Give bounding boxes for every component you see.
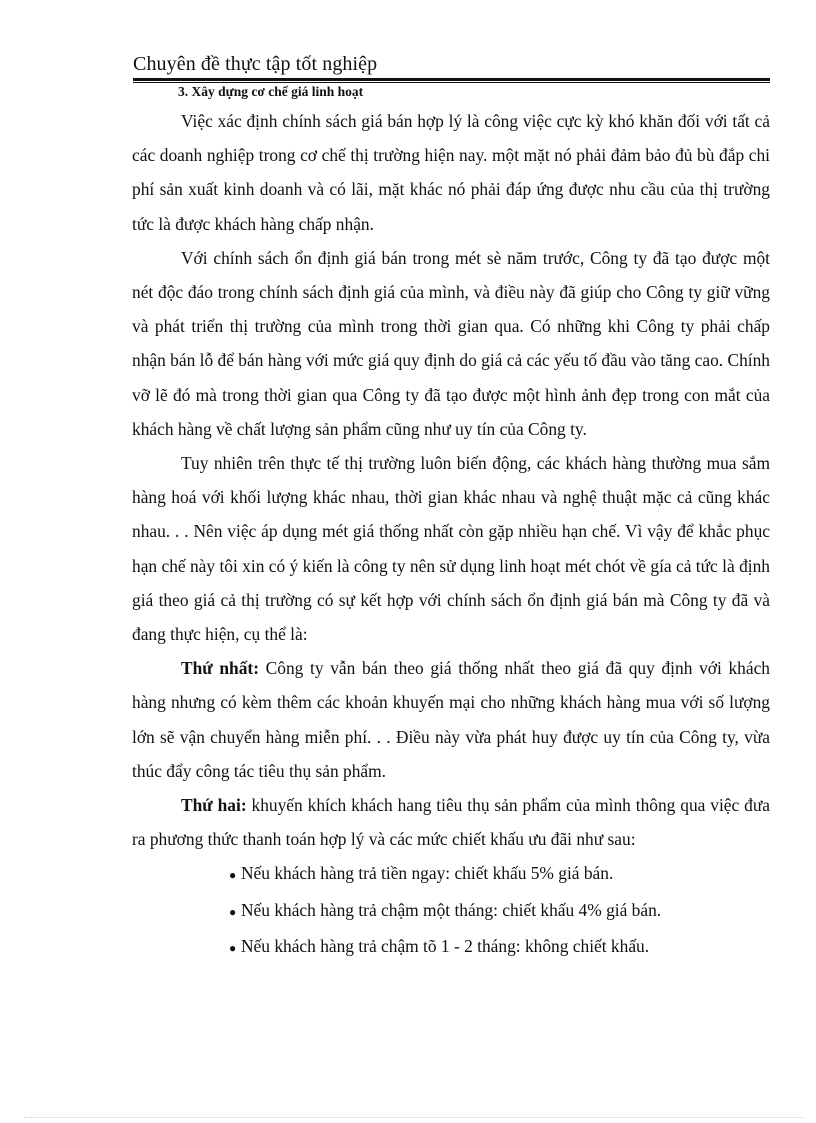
document-body	[132, 80, 770, 965]
paragraph-1: Việc xác định chính sách giá bán hợp lý là công việc cực kỳ khó khăn đối với tất cả các doanh nghiệp trong cơ chế thị trường hiện nay. một mặt nó phải đảm bảo đủ bù đắp chi phí sản xuất kinh doanh và có lãi, mặt khác nó phải đáp ứng được nhu cầu của thị trường tức là được khách hàng chấp nhận.	[132, 111, 770, 234]
bullet-dot-icon: ●	[229, 940, 237, 955]
second-point-text: khuyến khích khách hang tiêu thụ sản phẩm của mình thông qua việc đưa ra phương thức thanh toán hợp lý và các mức chiết khấu ưu đãi như sau:	[132, 795, 770, 850]
list-item-text: Nếu khách hàng trả chậm một tháng: chiết khấu 4% giá bán.	[241, 899, 662, 920]
page-bottom-border	[24, 1117, 804, 1118]
discount-list	[132, 856, 770, 965]
header-title: Chuyên đề thực tập tốt nghiệp	[133, 53, 378, 75]
list-item	[229, 893, 770, 929]
paragraph-first-point	[132, 651, 770, 788]
list-item	[229, 929, 770, 965]
list-item	[229, 856, 770, 892]
second-point-label: Thứ hai:	[181, 795, 247, 816]
bullet-dot-icon: ●	[229, 868, 237, 883]
page-header	[133, 51, 770, 83]
first-point-text: Công ty vẫn bán theo giá thống nhất theo giá đã quy định với khách hàng nhưng có kèm thêm các khoản khuyến mại cho những khách hàng mua với số lượng lớn sẽ vận chuyển hàng miễn phí. . . Điều này vừa phát huy được uy tín của Công ty, vừa thúc đẩy công tác tiêu thụ sản phẩm.	[132, 658, 770, 781]
section-heading: 3. Xây dựng cơ chế giá linh hoạt	[178, 84, 364, 99]
paragraph-2: Với chính sách ổn định giá bán trong mét sè năm trước, Công ty đã tạo được một nét độc đáo trong chính sách định giá của mình, và điều này đã giúp cho Công ty giữ vững và phát triển thị trường của mình trong thời gian qua. Có những khi Công ty phải chấp nhận bán lỗ để bán hàng với mức giá quy định do giá cả các yếu tố đầu vào tăng cao. Chính vỡ lẽ đó mà trong thời gian qua Công ty đã tạo được một hình ảnh đẹp trong con mắt của khách hàng về chất lượng sản phẩm cũng như uy tín của Công ty.	[132, 247, 770, 439]
list-item-text: Nếu khách hàng trả tiền ngay: chiết khấu 5% giá bán.	[241, 863, 614, 884]
paragraph-second-point	[132, 788, 770, 856]
first-point-label: Thứ nhất:	[181, 658, 259, 679]
list-item-text: Nếu khách hàng trả chậm tõ 1 - 2 tháng: không chiết khấu.	[241, 935, 650, 956]
paragraph-3: Tuy nhiên trên thực tế thị trường luôn biến động, các khách hàng thường mua sắm hàng hoá với khối lượng khác nhau, thời gian khác nhau và nghệ thuật mặc cả cũng khác nhau. . . Nên việc áp dụng mét giá thống nhất còn gặp nhiều hạn chế. Vì vậy để khắc phục hạn chế này tôi xin có ý kiến là công ty nên sử dụng linh hoạt mét chót về gía cả tức là định giá theo giá cả thị trường có sự kết hợp với chính sách ổn định giá bán mà Công ty đã và đang thực hiện, cụ thể là:	[132, 453, 770, 645]
bullet-dot-icon: ●	[229, 904, 237, 919]
